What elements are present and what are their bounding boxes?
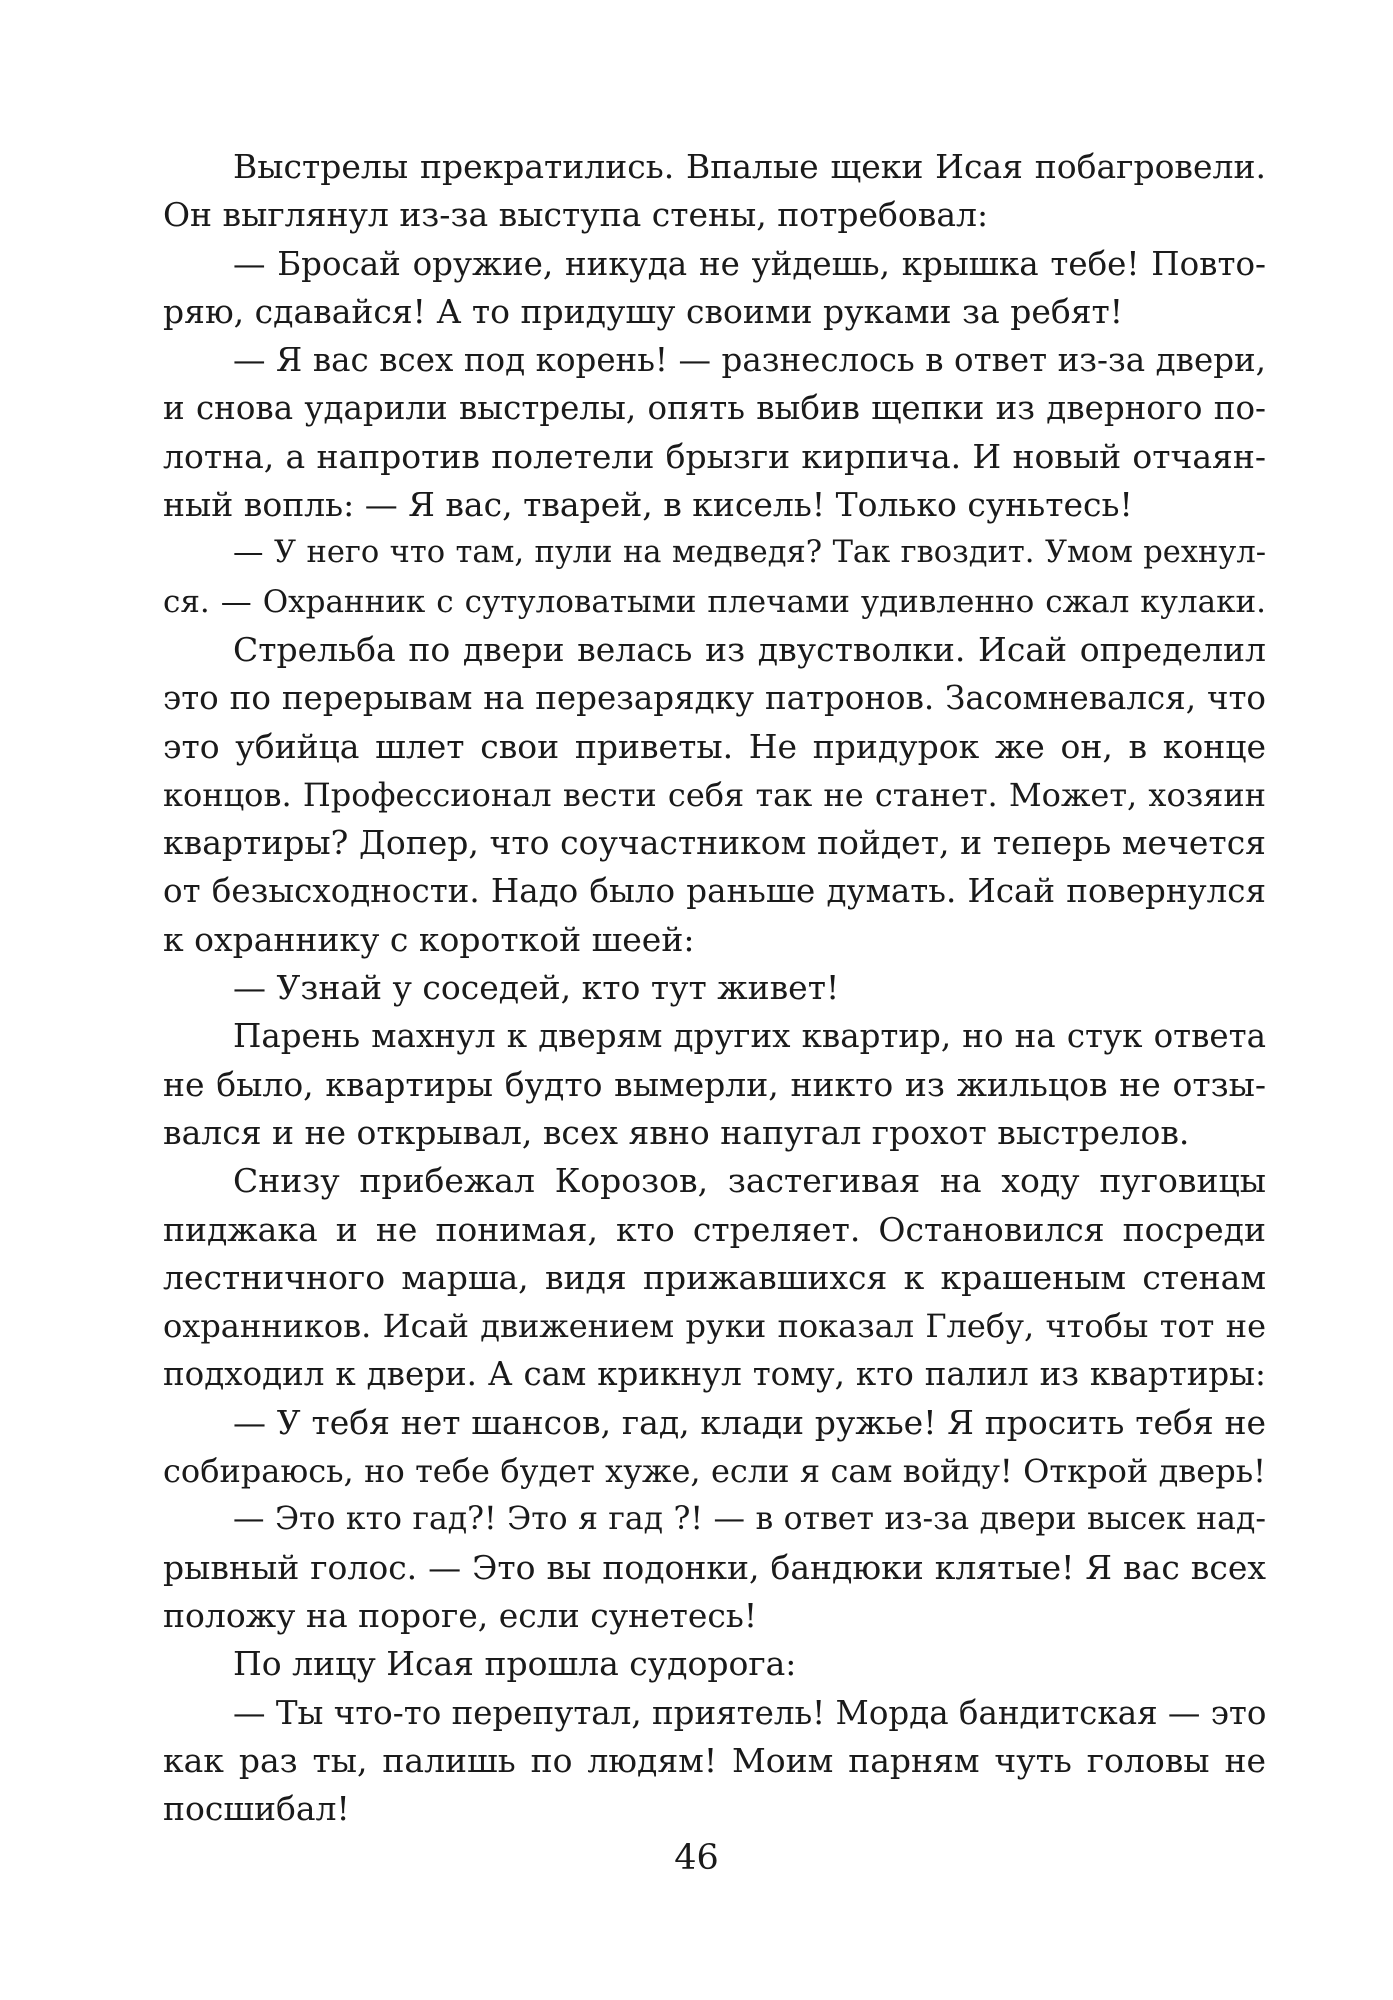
text-line: не было, квартиры будто вымерли, никто из жильцов не отзы- — [163, 1064, 1266, 1104]
text-line: Стрельба по двери велась из двустволки. Исай определил — [233, 629, 1266, 669]
text-line: это убийца шлет свои приветы. Не придурок же он, в конце — [163, 726, 1266, 766]
text-line: собираюсь, но тебе будет хуже, если я сам войду! Открой дверь! — [163, 1452, 1266, 1491]
text-line: лотна, а напротив полетели брызги кирпича. И новый отчаян- — [163, 436, 1266, 476]
text-line: — Ты что-то перепутал, приятель! Морда бандитская — это — [233, 1693, 1267, 1732]
text-line: лестничного марша, видя прижавшихся к крашеным стенам — [163, 1257, 1266, 1297]
text-line: — Бросай оружие, никуда не уйдешь, крышка тебе! Повто- — [233, 244, 1266, 283]
text-line: концов. Профессионал вести себя так не станет. Может, хозяин — [163, 775, 1266, 814]
text-line: ся. — Охранник с сутуловатыми плечами удивленно сжал кулаки. — [163, 583, 1266, 620]
text-line: рывный голос. — Это вы подонки, бандюки клятые! Я вас всех — [163, 1547, 1266, 1587]
text-line: к охраннику с короткой шеей: — [163, 919, 695, 959]
text-line: — Узнай у соседей, кто тут живет! — [233, 968, 840, 1008]
text-line: вался и не открывал, всех явно напугал грохот выстрелов. — [163, 1112, 1190, 1152]
text-line: пиджака и не понимая, кто стреляет. Остановился посреди — [163, 1209, 1266, 1249]
text-line: квартиры? Допер, что соучастником пойдет, и теперь мечется — [163, 823, 1266, 863]
text-line: — Я вас всех под корень! — разнеслось в ответ из-за двери, — [233, 341, 1266, 380]
body-text — [163, 143, 1266, 1833]
text-line: Парень махнул к дверям других квартир, но на стук ответа — [233, 1017, 1266, 1056]
text-line: это по перерывам на перезарядку патронов. Засомневался, что — [163, 679, 1266, 718]
text-line: — У тебя нет шансов, гад, клади ружье! Я просить тебя не — [233, 1402, 1266, 1442]
text-line: Снизу прибежал Корозов, застегивая на ходу пуговицы — [233, 1161, 1266, 1201]
text-line: Он выглянул из-за выступа стены, потребовал: — [163, 195, 989, 235]
text-line: ный вопль: — Я вас, тварей, в кисель! Только суньтесь! — [163, 485, 1133, 525]
text-line: — Это кто гад?! Это я гад ?! — в ответ из-за двери высек над- — [233, 1501, 1266, 1538]
text-line: охранников. Исай движением руки показал Глебу, чтобы тот не — [163, 1307, 1266, 1346]
text-line: Выстрелы прекратились. Впалые щеки Исая побагровели. — [233, 147, 1266, 186]
text-line: подходил к двери. А сам крикнул тому, кто палил из квартиры: — [163, 1355, 1266, 1394]
page-number: 46 — [674, 1838, 719, 1878]
text-line: и снова ударили выстрелы, опять выбив щепки из дверного по- — [163, 389, 1266, 428]
text-line: ряю, сдавайся! А то придушу своими руками за ребят! — [163, 291, 1124, 331]
text-line: положу на пороге, если сунетесь! — [163, 1595, 758, 1635]
text-line: По лицу Исая прошла судорога: — [233, 1644, 797, 1684]
text-line: как раз ты, палишь по людям! Моим парням чуть головы не — [163, 1740, 1266, 1780]
text-line: посшибал! — [163, 1789, 350, 1829]
text-line: от безысходности. Надо было раньше думать. Исай повернулся — [163, 872, 1266, 911]
text-line: — У него что там, пули на медведя? Так гвоздит. Умом рехнул- — [233, 535, 1266, 571]
